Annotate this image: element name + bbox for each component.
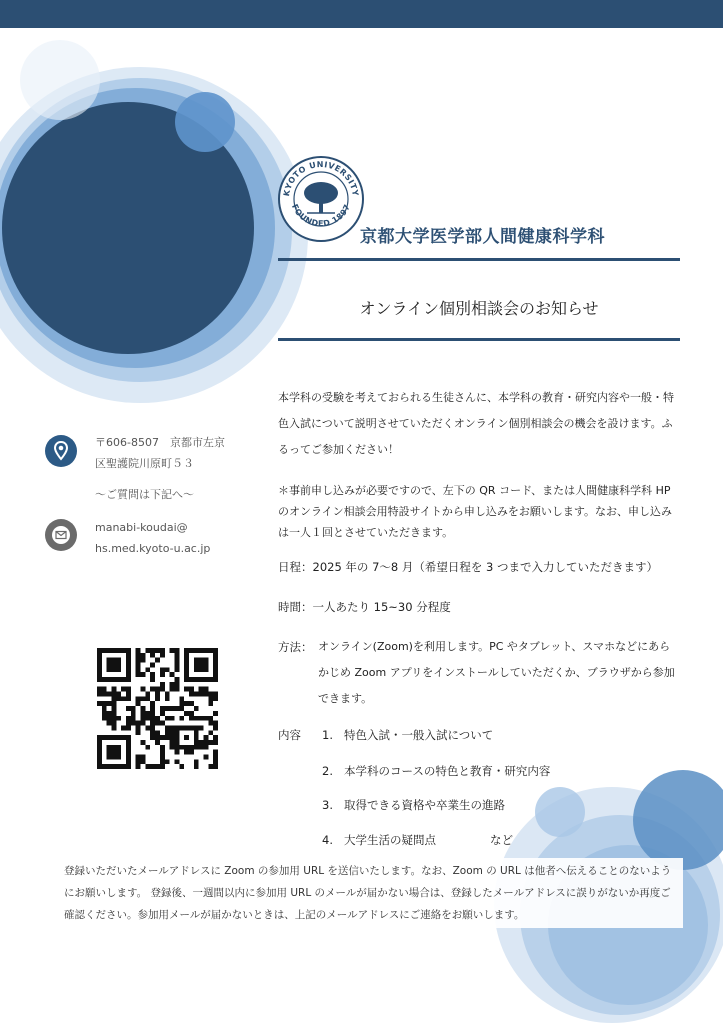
divider-top — [278, 258, 680, 261]
contents-item-4 — [322, 832, 513, 848]
address-line-2: 区聖護院川原町５３ — [95, 457, 194, 470]
address-line-1: 〒606-8507 京都市左京 — [95, 436, 225, 449]
contents-item-2 — [322, 763, 550, 779]
svg-text:FOUNDED 1897: FOUNDED 1897 — [289, 202, 353, 229]
time-line: 時間：一人あたり 15~30 分程度 — [278, 600, 451, 614]
contents-item-text: 特色入試・一般入試について — [344, 728, 494, 742]
contents-item-number: 2. — [322, 764, 333, 778]
intro-paragraph: 本学科の受験を考えておられる生徒さんに、本学科の教育・研究内容や一般・特色入試について説明させていただくオンライン個別相談会の機会を設けます。ふるってご参加ください！ — [278, 391, 674, 456]
contents-item-text: 取得できる資格や卒業生の進路 — [344, 798, 505, 812]
university-seal-logo — [277, 155, 365, 243]
inquiry-label: ～ご質問は下記へ～ — [95, 488, 194, 501]
mail-icon — [45, 519, 77, 551]
contents-item-3 — [322, 797, 505, 813]
contents-item-number: 1. — [322, 728, 333, 742]
contents-item-text: 大学生活の疑問点 — [344, 833, 436, 847]
method-text: オンライン(Zoom)を利用します。PC やタブレット、スマホなどにあらかじめ Zoom アプリをインストールしていただくか、ブラウザから参加できます。 — [318, 640, 675, 705]
location-pin-icon — [45, 435, 77, 467]
svg-text:KYOTO UNIVERSITY: KYOTO UNIVERSITY — [282, 159, 360, 197]
university-name: 京都大学医学部人間健康科学科 — [360, 227, 605, 247]
method-label: 方法： — [278, 640, 313, 654]
contents-item-number: 4. — [322, 833, 333, 847]
contents-item-suffix: など — [490, 833, 513, 847]
notice-title: オンライン個別相談会のお知らせ — [359, 299, 599, 318]
contents-item-number: 3. — [322, 798, 333, 812]
email-line-2[interactable]: hs.med.kyoto-u.ac.jp — [95, 542, 211, 555]
qr-code[interactable] — [97, 648, 218, 769]
contents-item-text: 本学科のコースの特色と教育・研究内容 — [344, 764, 551, 778]
divider-bottom — [278, 338, 680, 341]
footer-notice: 登録いただいたメールアドレスに Zoom の参加用 URL を送信いたします。なお、Zoom の URL は他者へ伝えることのないようにお願いします。 登録後、一週間以内に参加用 URL のメールが届かない場合は、登録したメールアドレスに誤りがないか再度ご確認ください。参加用メールが届かないときは、上記のメールアドレスにご連絡をお願いします。 — [60, 858, 683, 928]
registration-note: ＊事前申し込みが必要ですので、左下の QR コード、または人間健康科学科 HP のオンライン相談会用特設サイトから申し込みをお願いします。なお、申し込みは一人１回とさせていただきます。 — [278, 484, 673, 539]
schedule-line: 日程：2025 年の 7～8 月（希望日程を 3 つまで入力していただきます） — [278, 560, 658, 574]
contents-label: 内容 — [278, 728, 301, 742]
email-line-1[interactable]: manabi-koudai@ — [95, 521, 188, 534]
contents-item-1 — [322, 727, 493, 743]
